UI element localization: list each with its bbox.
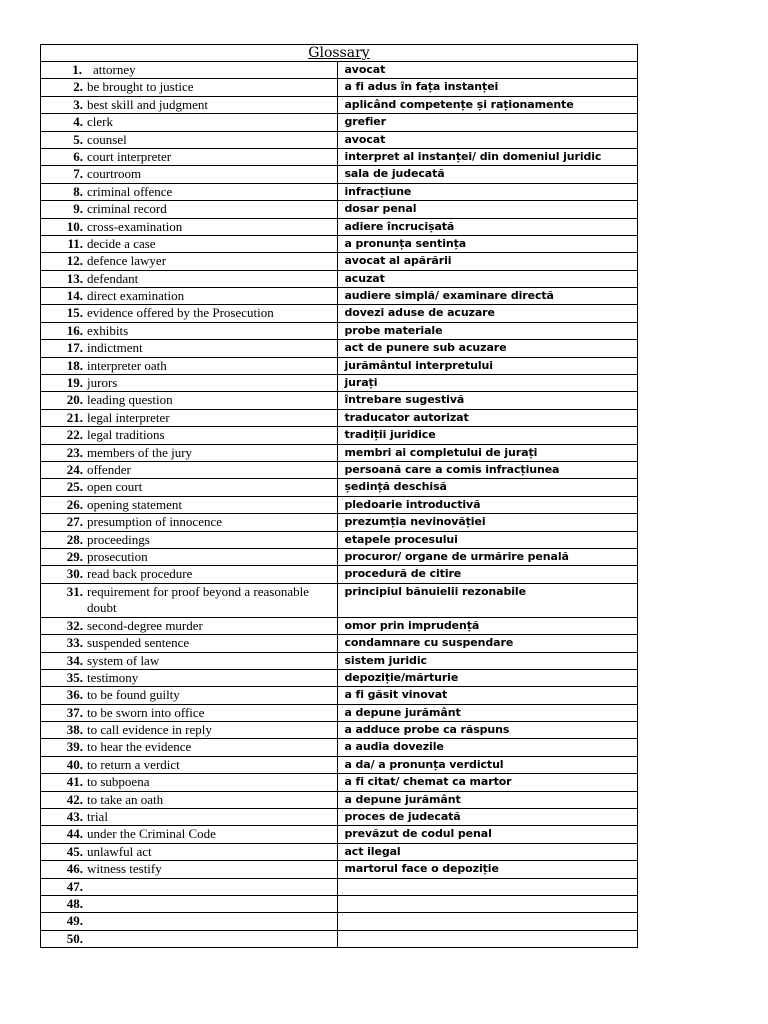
entry-number: 33.: [66, 635, 83, 651]
english-term: to return a verdict: [87, 756, 180, 772]
english-term: to be sworn into office: [87, 704, 205, 720]
glossary-row: [41, 739, 638, 756]
term-cell: [41, 461, 338, 478]
glossary-row: [41, 531, 638, 548]
english-term: open court: [87, 479, 143, 495]
glossary-row: [41, 444, 638, 461]
entry-number: 22.: [66, 427, 83, 443]
term-cell: [41, 183, 338, 200]
romanian-translation: [338, 878, 638, 895]
glossary-row: [41, 270, 638, 287]
english-term: defendant: [87, 270, 139, 286]
entry-number: 45.: [66, 843, 83, 859]
romanian-translation: grefier: [338, 114, 638, 131]
entry-number: 44.: [66, 826, 83, 842]
term-cell: [41, 791, 338, 808]
romanian-translation: a pronunța sentința: [338, 235, 638, 252]
entry-number: 5.: [73, 131, 83, 147]
term-cell: [41, 305, 338, 322]
glossary-row: [41, 288, 638, 305]
romanian-translation: [338, 895, 638, 912]
english-term: prosecution: [87, 548, 148, 564]
term-cell: [41, 548, 338, 565]
glossary-row: [41, 409, 638, 426]
term-cell: [41, 427, 338, 444]
english-term: [87, 913, 337, 929]
entry-number: 21.: [66, 409, 83, 425]
romanian-translation: avocat al apărării: [338, 253, 638, 270]
term-cell: [41, 826, 338, 843]
term-cell: [41, 218, 338, 235]
term-cell: [41, 583, 338, 617]
term-cell: [41, 148, 338, 165]
english-term: witness testify: [87, 861, 162, 877]
romanian-translation: prevăzut de codul penal: [338, 826, 638, 843]
english-term: trial: [87, 809, 108, 825]
romanian-translation: a audia dovezile: [338, 739, 638, 756]
entry-number: 30.: [66, 566, 83, 582]
romanian-translation: martorul face o depoziție: [338, 861, 638, 878]
english-term: criminal record: [87, 201, 167, 217]
glossary-row: [41, 322, 638, 339]
glossary-row: [41, 461, 638, 478]
romanian-translation: a da/ a pronunța verdictul: [338, 756, 638, 773]
term-cell: [41, 322, 338, 339]
term-cell: [41, 722, 338, 739]
romanian-translation: tradiții juridice: [338, 427, 638, 444]
entry-number: 17.: [66, 340, 83, 356]
romanian-translation: condamnare cu suspendare: [338, 635, 638, 652]
entry-number: 1.: [72, 62, 82, 77]
glossary-row: [41, 791, 638, 808]
glossary-row: [41, 861, 638, 878]
english-term: criminal offence: [87, 183, 173, 199]
entry-number: 41.: [66, 774, 83, 790]
english-term: system of law: [87, 652, 160, 668]
english-term: under the Criminal Code: [87, 826, 216, 842]
english-term: courtroom: [87, 166, 142, 182]
english-term: members of the jury: [87, 444, 193, 460]
romanian-translation: principiul bănuielii rezonabile: [338, 583, 638, 617]
romanian-translation: a depune jurământ: [338, 704, 638, 721]
term-cell: [41, 201, 338, 218]
term-cell: [41, 739, 338, 756]
entry-number: 4.: [73, 114, 83, 130]
glossary-row: [41, 669, 638, 686]
term-cell: [41, 340, 338, 357]
english-term: [87, 931, 337, 947]
entry-number: 37.: [66, 704, 83, 720]
glossary-row: [41, 756, 638, 773]
english-term: decide a case: [87, 235, 156, 251]
romanian-translation: dovezi aduse de acuzare: [338, 305, 638, 322]
english-term: [87, 879, 337, 895]
glossary-row: [41, 183, 638, 200]
english-term: clerk: [87, 114, 113, 130]
term-cell: [41, 774, 338, 791]
entry-number: 50.: [66, 930, 83, 946]
english-term: exhibits: [87, 322, 129, 338]
term-cell: [41, 756, 338, 773]
glossary-title: Glossary: [308, 45, 370, 61]
romanian-translation: prezumția nevinovăției: [338, 514, 638, 531]
entry-number: 14.: [66, 288, 83, 304]
glossary-row: [41, 895, 638, 912]
term-cell: [41, 531, 338, 548]
term-cell: [41, 253, 338, 270]
romanian-translation: [338, 930, 638, 947]
term-cell: [41, 566, 338, 583]
romanian-translation: aplicând competențe și raționamente: [338, 96, 638, 113]
english-term: attorney: [93, 62, 136, 77]
romanian-translation: [338, 913, 638, 930]
entry-number: 25.: [66, 479, 83, 495]
term-cell: [41, 392, 338, 409]
romanian-translation: întrebare sugestivă: [338, 392, 638, 409]
entry-number: 49.: [66, 913, 83, 929]
romanian-translation: dosar penal: [338, 201, 638, 218]
romanian-translation: act ilegal: [338, 843, 638, 860]
glossary-row: [41, 826, 638, 843]
english-term: legal traditions: [87, 427, 165, 443]
english-term: leading question: [87, 392, 173, 408]
glossary-row: [41, 79, 638, 96]
english-term: second-degree murder: [87, 617, 203, 633]
glossary-table: [40, 44, 638, 948]
glossary-row: [41, 340, 638, 357]
term-cell: [41, 913, 338, 930]
glossary-row: [41, 843, 638, 860]
romanian-translation: jurământul interpretului: [338, 357, 638, 374]
glossary-row: [41, 913, 638, 930]
term-cell: [41, 861, 338, 878]
glossary-row: [41, 253, 638, 270]
entry-number: 19.: [66, 375, 83, 391]
term-cell: [41, 669, 338, 686]
term-cell: [41, 843, 338, 860]
glossary-row: [41, 583, 638, 617]
english-term: indictment: [87, 340, 143, 356]
english-term: best skill and judgment: [87, 96, 208, 112]
entry-number: 3.: [73, 96, 83, 112]
english-term: defence lawyer: [87, 253, 167, 269]
english-term: opening statement: [87, 496, 182, 512]
romanian-translation: persoană care a comis infracțiunea: [338, 461, 638, 478]
term-cell: [41, 270, 338, 287]
term-cell: [41, 687, 338, 704]
entry-number: 13.: [66, 270, 83, 286]
term-cell: [41, 635, 338, 652]
entry-number: 34.: [66, 652, 83, 668]
glossary-row: [41, 809, 638, 826]
romanian-translation: sistem juridic: [338, 652, 638, 669]
romanian-translation: membri ai completului de jurați: [338, 444, 638, 461]
romanian-translation: procuror/ organe de urmărire penală: [338, 548, 638, 565]
term-cell: [41, 878, 338, 895]
entry-number: 40.: [66, 756, 83, 772]
romanian-translation: a adduce probe ca răspuns: [338, 722, 638, 739]
term-cell: [41, 114, 338, 131]
glossary-row: [41, 375, 638, 392]
english-term: to call evidence in reply: [87, 722, 212, 738]
english-term: counsel: [87, 131, 127, 147]
term-cell: [41, 704, 338, 721]
romanian-translation: omor prin imprudență: [338, 617, 638, 634]
term-cell: [41, 357, 338, 374]
glossary-row: [41, 114, 638, 131]
term-cell: [41, 375, 338, 392]
english-term: to hear the evidence: [87, 739, 192, 755]
romanian-translation: a fi adus în fața instanței: [338, 79, 638, 96]
entry-number: 31.: [66, 583, 83, 599]
romanian-translation: avocat: [338, 131, 638, 148]
english-term: interpreter oath: [87, 357, 167, 373]
english-term: to be found guilty: [87, 687, 180, 703]
entry-number: 12.: [66, 253, 83, 269]
english-term: cross-examination: [87, 218, 183, 234]
glossary-row: [41, 427, 638, 444]
english-term: presumption of innocence: [87, 514, 223, 530]
glossary-row: [41, 201, 638, 218]
entry-number: 15.: [66, 305, 83, 321]
romanian-translation: traducator autorizat: [338, 409, 638, 426]
glossary-row: [41, 704, 638, 721]
entry-number: 24.: [66, 461, 83, 477]
term-cell: [41, 409, 338, 426]
term-cell: [41, 514, 338, 531]
english-term: to take an oath: [87, 791, 164, 807]
entry-number: 46.: [66, 861, 83, 877]
entry-number: 20.: [66, 392, 83, 408]
glossary-row: [41, 617, 638, 634]
entry-number: 28.: [66, 531, 83, 547]
romanian-translation: infracțiune: [338, 183, 638, 200]
glossary-row: [41, 566, 638, 583]
romanian-translation: sala de judecată: [338, 166, 638, 183]
glossary-row: [41, 548, 638, 565]
entry-number: 2.: [73, 79, 83, 95]
term-cell: [41, 79, 338, 96]
glossary-row: [41, 392, 638, 409]
glossary-title-row: [41, 45, 638, 62]
romanian-translation: acuzat: [338, 270, 638, 287]
glossary-row: [41, 878, 638, 895]
romanian-translation: interpret al instanței/ din domeniul juridic: [338, 148, 638, 165]
glossary-row: [41, 62, 638, 79]
glossary-title-cell: [41, 45, 638, 62]
glossary-row: [41, 722, 638, 739]
romanian-translation: etapele procesului: [338, 531, 638, 548]
romanian-translation: procedură de citire: [338, 566, 638, 583]
glossary-row: [41, 479, 638, 496]
english-term: suspended sentence: [87, 635, 190, 651]
glossary-body: [41, 62, 638, 948]
glossary-row: [41, 496, 638, 513]
english-term: [87, 896, 337, 912]
term-cell: [41, 444, 338, 461]
romanian-translation: jurați: [338, 375, 638, 392]
entry-number: 16.: [66, 322, 83, 338]
entry-number: 48.: [66, 895, 83, 911]
english-term: direct examination: [87, 288, 185, 304]
romanian-translation: adiere încrucișată: [338, 218, 638, 235]
entry-number: 11.: [67, 235, 83, 251]
term-cell: [41, 235, 338, 252]
english-term: offender: [87, 461, 131, 477]
romanian-translation: a depune jurământ: [338, 791, 638, 808]
english-term: requirement for proof beyond a reasonable doubt: [87, 583, 309, 615]
entry-number: 7.: [73, 166, 83, 182]
entry-number: 18.: [66, 357, 83, 373]
entry-number: 35.: [66, 669, 83, 685]
entry-number: 29.: [66, 548, 83, 564]
english-term: testimony: [87, 669, 139, 685]
english-term: legal interpreter: [87, 409, 170, 425]
romanian-translation: avocat: [338, 62, 638, 79]
glossary-row: [41, 131, 638, 148]
entry-number: 39.: [66, 739, 83, 755]
term-cell: [41, 479, 338, 496]
romanian-translation: proces de judecată: [338, 809, 638, 826]
english-term: proceedings: [87, 531, 150, 547]
glossary-row: [41, 687, 638, 704]
entry-number: 23.: [66, 444, 83, 460]
glossary-row: [41, 774, 638, 791]
english-term: evidence offered by the Prosecution: [87, 305, 274, 321]
glossary-row: [41, 96, 638, 113]
romanian-translation: audiere simplă/ examinare directă: [338, 288, 638, 305]
term-cell: [41, 131, 338, 148]
entry-number: 8.: [73, 183, 83, 199]
english-term: read back procedure: [87, 566, 193, 582]
term-cell: [41, 617, 338, 634]
term-cell: [41, 809, 338, 826]
entry-number: 26.: [66, 496, 83, 512]
entry-number: 9.: [73, 201, 83, 217]
glossary-row: [41, 930, 638, 947]
english-term: court interpreter: [87, 148, 172, 164]
glossary-row: [41, 652, 638, 669]
term-cell: [41, 895, 338, 912]
term-cell: [41, 652, 338, 669]
glossary-row: [41, 235, 638, 252]
glossary-row: [41, 166, 638, 183]
romanian-translation: a fi găsit vinovat: [338, 687, 638, 704]
romanian-translation: depoziție/mărturie: [338, 669, 638, 686]
term-cell: [41, 166, 338, 183]
entry-number: 43.: [66, 809, 83, 825]
term-cell: [41, 288, 338, 305]
glossary-row: [41, 357, 638, 374]
romanian-translation: a fi citat/ chemat ca martor: [338, 774, 638, 791]
romanian-translation: probe materiale: [338, 322, 638, 339]
entry-number: 47.: [66, 878, 83, 894]
term-cell: [41, 96, 338, 113]
glossary-row: [41, 148, 638, 165]
entry-number: 38.: [66, 722, 83, 738]
romanian-translation: ședință deschisă: [338, 479, 638, 496]
entry-number: 6.: [73, 148, 83, 164]
entry-number: 10.: [66, 218, 83, 234]
english-term: unlawful act: [87, 843, 152, 859]
term-cell: [41, 496, 338, 513]
glossary-row: [41, 305, 638, 322]
term-cell: [41, 930, 338, 947]
entry-number: 42.: [66, 791, 83, 807]
glossary-row: [41, 514, 638, 531]
entry-number: 32.: [66, 617, 83, 633]
english-term: be brought to justice: [87, 79, 194, 95]
term-cell: [41, 62, 338, 79]
glossary-row: [41, 218, 638, 235]
entry-number: 36.: [66, 687, 83, 703]
entry-number: 27.: [66, 514, 83, 530]
english-term: jurors: [87, 375, 118, 391]
romanian-translation: act de punere sub acuzare: [338, 340, 638, 357]
english-term: to subpoena: [87, 774, 150, 790]
glossary-row: [41, 635, 638, 652]
romanian-translation: pledoarie introductivă: [338, 496, 638, 513]
